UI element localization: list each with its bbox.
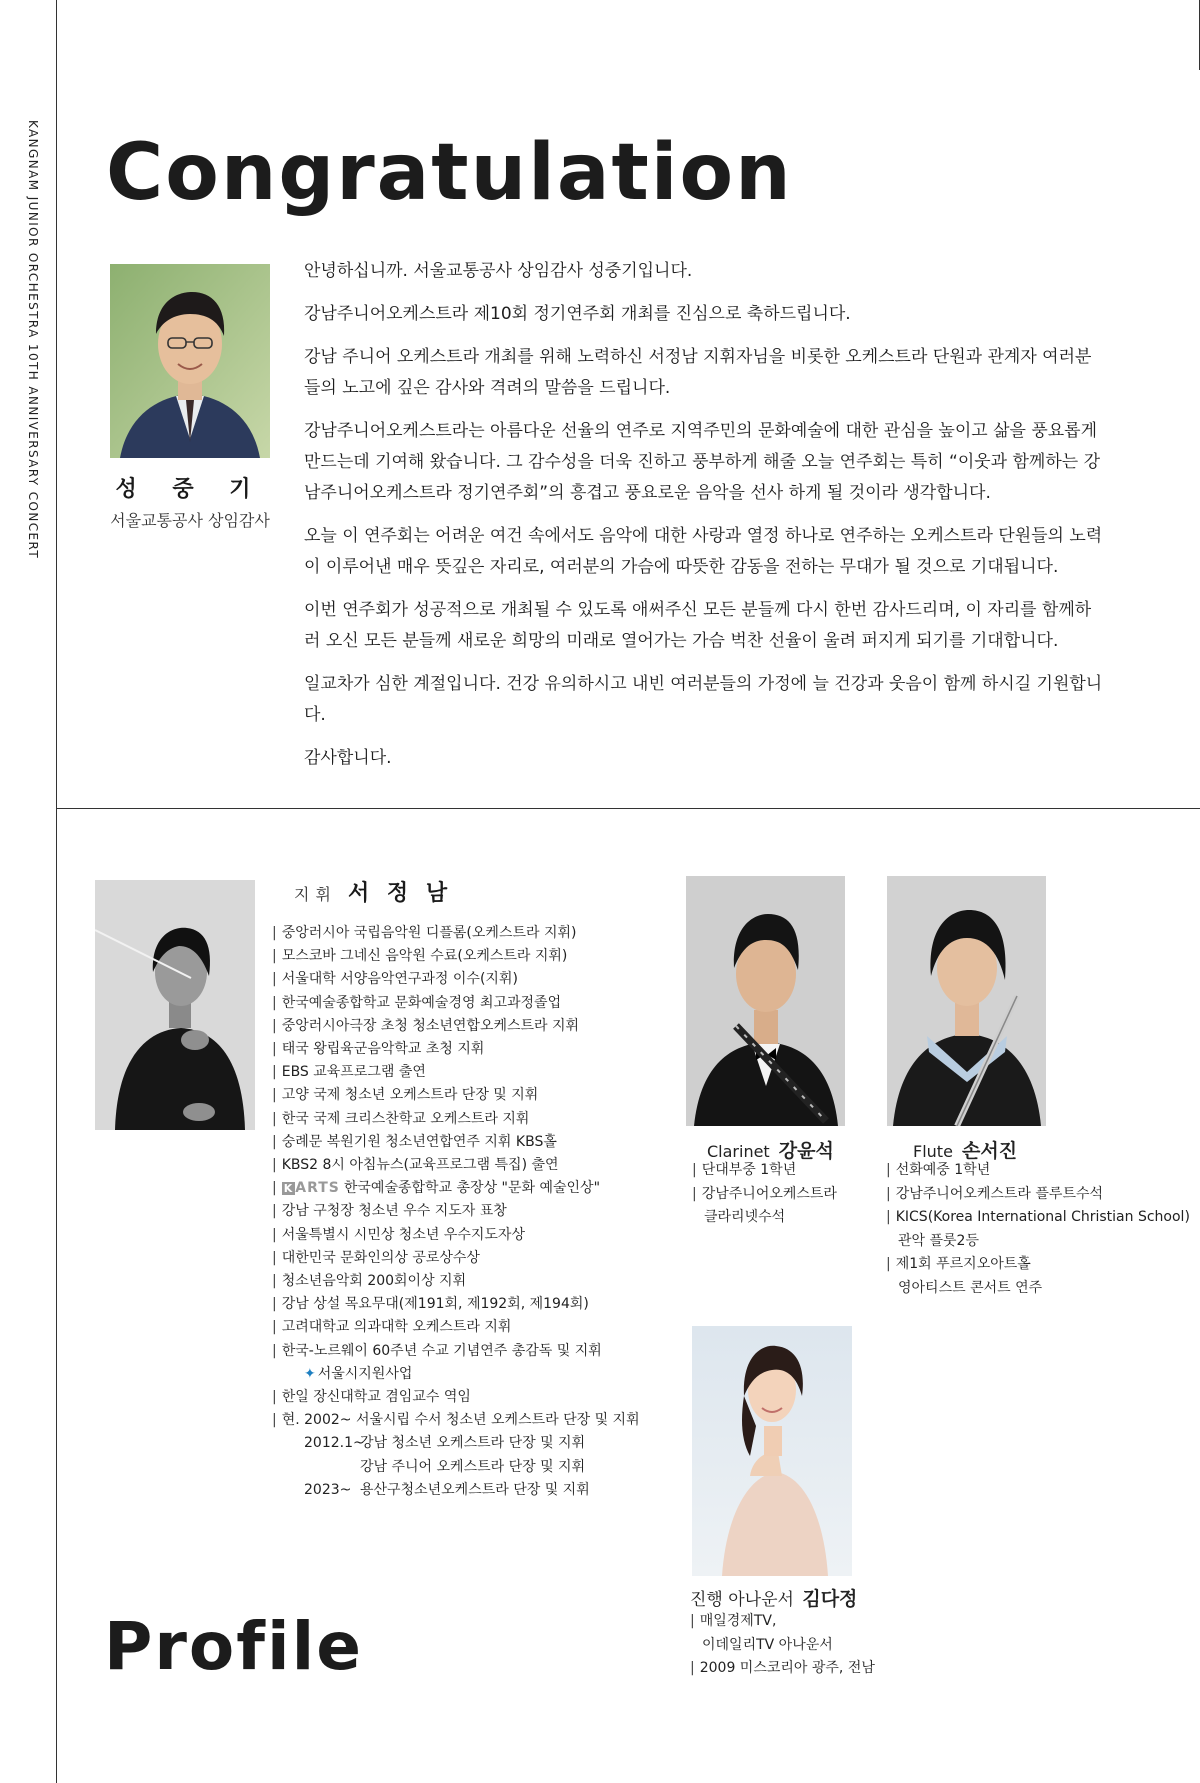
letter-paragraph: 강남 주니어 오케스트라 개최를 위해 노력하신 서정남 지휘자님을 비롯한 오케스트라 단원과 관계자 여러분들의 노고에 깊은 감사와 격려의 말씀을 드립니다.: [304, 347, 1092, 398]
info-item: | 매일경제TV,: [690, 1610, 875, 1634]
info-item: 클라리넷수석: [704, 1209, 786, 1225]
career-item: 강남 주니어 오케스트라 단장 및 지휘: [360, 1458, 586, 1475]
sung-role: 서울교통공사 상임감사: [110, 511, 270, 530]
info-item: 관악 플룻2등: [898, 1232, 979, 1249]
profile-title: Profile: [104, 1608, 363, 1685]
career-item: | 현. 2002~ 서울시립 수서 청소년 오케스트라 단장 및 지휘: [272, 1409, 640, 1432]
flute-soloist-portrait: [887, 876, 1046, 1126]
career-item: | 태국 왕립육군음악학교 초청 지휘: [272, 1038, 640, 1061]
letter-paragraph: 강남주니어오케스트라는 아름다운 선율의 연주로 지역주민의 문화예술에 대한 관심을 높이고 삶을 풍요롭게 만드는데 기여해 왔습니다. 그 감수성을 더욱 진하고 풍부하게 해줄 오늘 연주회는 특히 “이웃과 함께하는 강남주니어오케스트라 정기연주회”의 흥겹고 풍요로운 음악을 선사 하게 될 것이라 생각합니다.: [304, 421, 1101, 503]
info-item: | KICS(Korea International Christian School): [886, 1206, 1190, 1230]
career-item-text: 한국예술종합학교 총장상 "문화 예술인상": [343, 1180, 601, 1197]
info-item: | 2009 미스코리아 광주, 전남: [690, 1657, 875, 1681]
letter-paragraph: 일교차가 심한 계절입니다. 건강 유의하시고 내빈 여러분들의 가정에 늘 건강과 웃음이 함께 하시길 기원합니다.: [304, 674, 1103, 725]
conductor-role: 지휘: [294, 885, 337, 904]
letter-paragraph: 안녕하십니까. 서울교통공사 상임감사 성중기입니다.: [304, 261, 693, 281]
clarinet-soloist-name: 강윤석: [778, 1140, 834, 1162]
letter-paragraph: 강남주니어오케스트라 제10회 정기연주회 개최를 진심으로 축하드립니다.: [304, 304, 851, 324]
career-item: | 서울특별시 시민상 청소년 우수지도자상: [272, 1224, 640, 1247]
flute-soloist-name: 손서진: [962, 1140, 1018, 1162]
conductor-heading: [294, 876, 452, 907]
letter-paragraph: 감사합니다.: [304, 748, 392, 768]
flute-soloist-info: [886, 1159, 1190, 1300]
congratulation-letter: [304, 256, 1104, 786]
career-item-seoul: [272, 1363, 640, 1386]
career-item: | 서울대학 서양음악연구과정 이수(지휘): [272, 968, 640, 991]
career-item: | 중앙러시아극장 초청 청소년연합오케스트라 지휘: [272, 1015, 640, 1038]
career-item-text: 서울시지원사업: [317, 1365, 413, 1382]
sung-name: 성 중 기: [115, 477, 265, 502]
career-item: | KBS2 8시 아침뉴스(교육프로그램 특집) 출연: [272, 1154, 640, 1177]
career-item-karts: [272, 1177, 640, 1200]
career-item: | 모스코바 그네신 음악원 수료(오케스트라 지휘): [272, 945, 640, 968]
sung-portrait: [110, 264, 270, 458]
conductor-portrait: [95, 880, 255, 1130]
conductor-career-list: [272, 922, 640, 1502]
karts-logo: K ARTS: [283, 1180, 340, 1197]
congratulation-title: Congratulation: [106, 128, 793, 218]
clarinet-label: Clarinet: [707, 1142, 770, 1161]
clarinet-soloist-portrait: [686, 876, 845, 1126]
career-item: | 한국-노르웨이 60주년 수교 기념연주 총감독 및 지휘: [272, 1340, 640, 1363]
career-item: | 고려대학교 의과대학 오케스트라 지휘: [272, 1316, 640, 1339]
seoul-logo-icon: ✦: [304, 1365, 316, 1382]
section-divider: [56, 808, 1200, 809]
career-item: | 한국예술종합학교 문화예술경영 최고과정졸업: [272, 992, 640, 1015]
host-info: [690, 1610, 875, 1681]
info-item: 영아티스트 콘서트 연주: [898, 1279, 1043, 1296]
career-item: 2023~ 용산구청소년오케스트라 단장 및 지휘: [304, 1481, 590, 1498]
career-item: | 고양 국제 청소년 오케스트라 단장 및 지휘: [272, 1084, 640, 1107]
host-role: 진행 아나운서: [690, 1590, 794, 1610]
host-name: 김다정: [802, 1588, 858, 1610]
info-item: | 강남주니어오케스트라 플루트수석: [886, 1183, 1190, 1207]
info-item: | 강남주니어오케스트라: [692, 1183, 837, 1207]
letter-paragraph: 이번 연주회가 성공적으로 개최될 수 있도록 애써주신 모든 분들께 다시 한번 감사드리며, 이 자리를 함께하러 오신 모든 분들께 새로운 희망의 미래로 열어가는 가슴 벅찬 선율이 울려 퍼지게 되기를 기대합니다.: [304, 600, 1092, 651]
career-item: | 한국 국제 크리스찬학교 오케스트라 지휘: [272, 1108, 640, 1131]
career-item: | 숭례문 복원기원 청소년연합연주 지휘 KBS홀: [272, 1131, 640, 1154]
career-item: | 중앙러시아 국립음악원 디플롬(오케스트라 지휘): [272, 922, 640, 945]
career-item: | 청소년음악회 200회이상 지휘: [272, 1270, 640, 1293]
info-item: 이데일리TV 아나운서: [702, 1636, 833, 1653]
career-item: | 한일 장신대학교 겸임교수 역임: [272, 1386, 640, 1409]
info-item: | 단대부중 1학년: [692, 1159, 837, 1183]
career-item: | EBS 교육프로그램 출연: [272, 1061, 640, 1084]
clarinet-soloist-info: [692, 1159, 837, 1230]
info-item: | 선화예중 1학년: [886, 1159, 1190, 1183]
career-item: | 강남 구청장 청소년 우수 지도자 표창: [272, 1200, 640, 1223]
conductor-name: 서 정 남: [348, 881, 453, 906]
flute-label: Flute: [913, 1142, 953, 1161]
career-item: | 강남 상설 목요무대(제191회, 제192회, 제194회): [272, 1293, 640, 1316]
info-item: | 제1회 푸르지오아트홀: [886, 1253, 1190, 1277]
letter-paragraph: 오늘 이 연주회는 어려운 여건 속에서도 음악에 대한 사랑과 열정 하나로 연주하는 오케스트라 단원들의 노력이 이루어낸 매우 뜻깊은 자리로, 여러분의 가슴에 따뜻한 감동을 전하는 무대가 될 것으로 기대됩니다.: [304, 526, 1103, 577]
host-heading: [690, 1584, 857, 1611]
career-item: 2012.1~강남 청소년 오케스트라 단장 및 지휘: [304, 1435, 586, 1452]
left-border-line: [56, 0, 57, 1783]
spine-text: KANGNAM JUNIOR ORCHESTRA 10TH ANNIVERSARY CONCERT: [26, 120, 40, 560]
host-portrait: [692, 1326, 852, 1576]
career-item: | 대한민국 문화인의상 공로상수상: [272, 1247, 640, 1270]
